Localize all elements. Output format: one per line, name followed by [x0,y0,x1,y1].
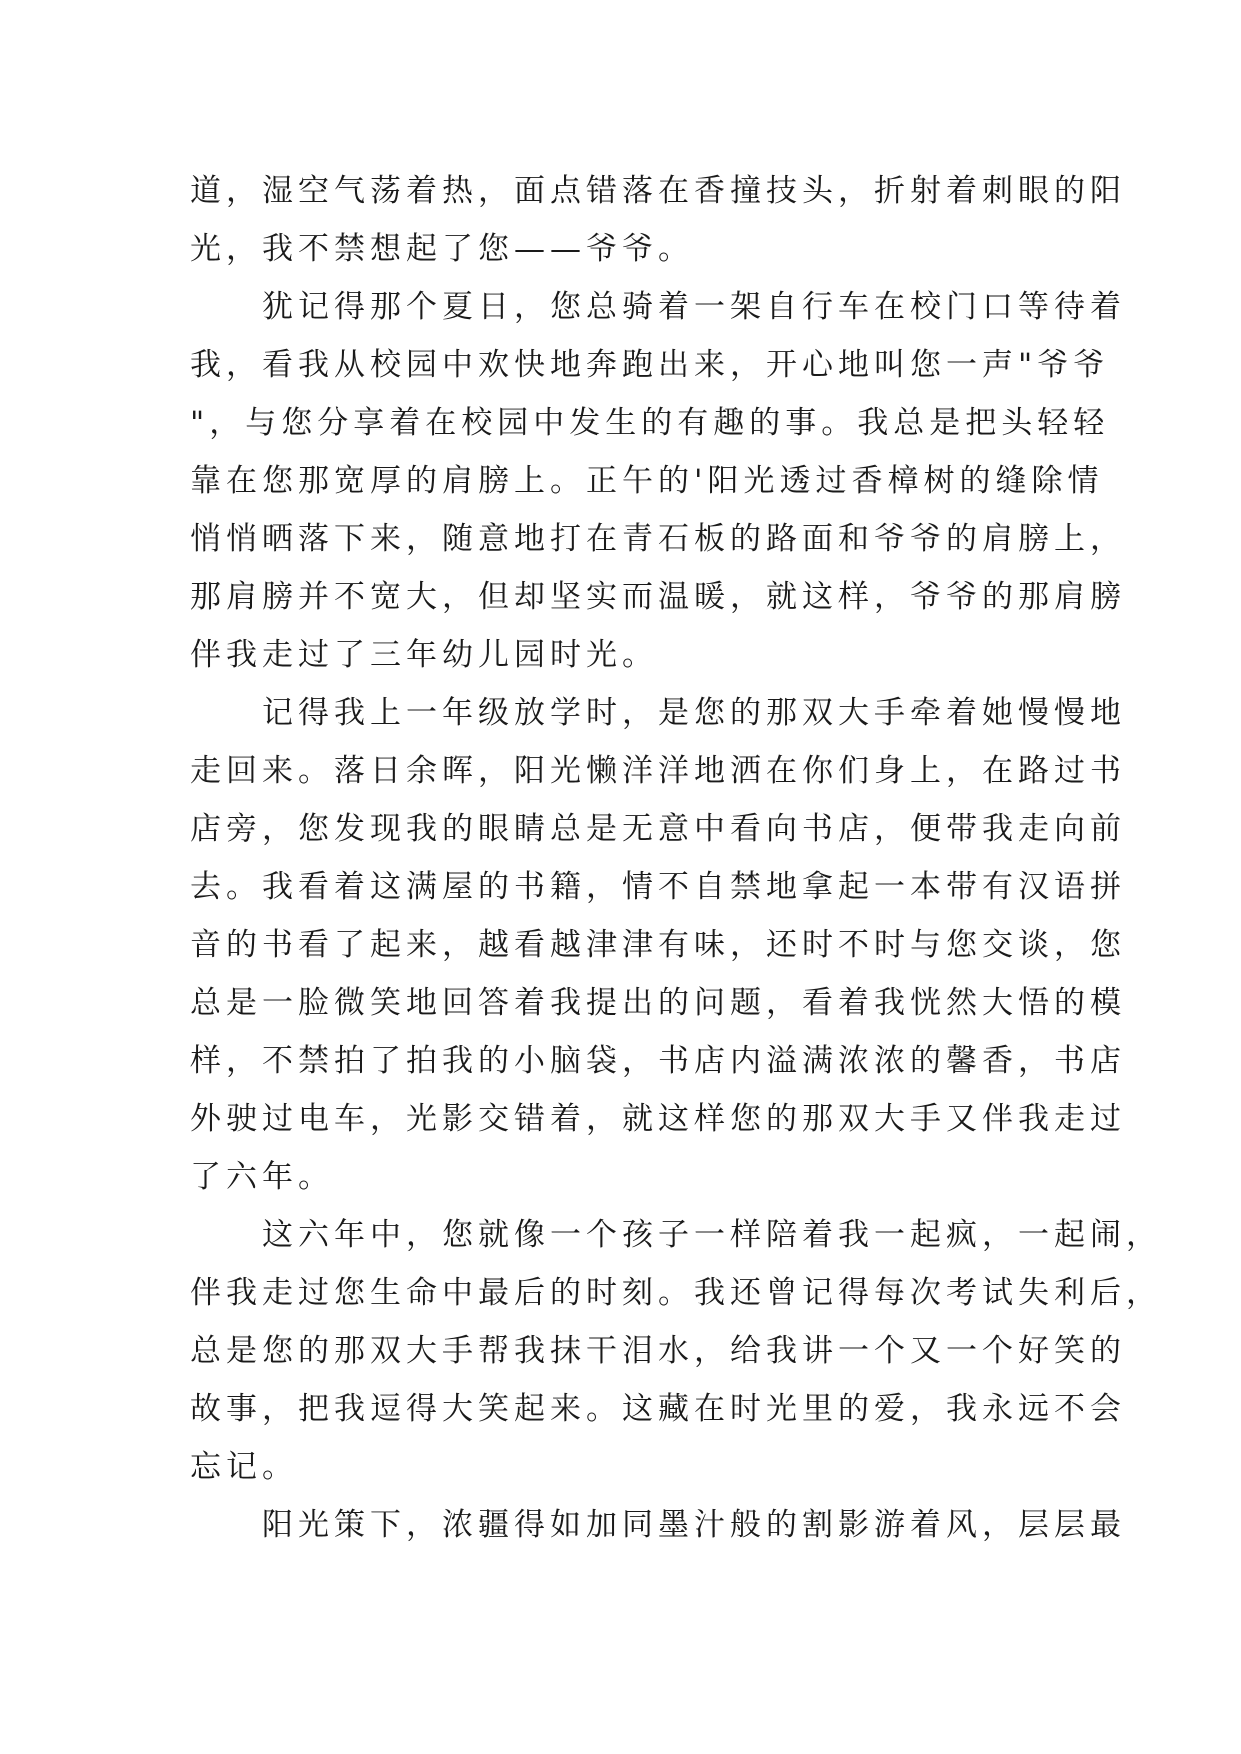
text-line: 伴我走过您生命中最后的时刻。我还曾记得每次考试失利后， [190,1275,1162,1311]
text-line: 这六年中，您就像一个孩子一样陪着我一起疯，一起闹， [262,1217,1162,1253]
text-line: 那肩膀并不宽大，但却坚实而温暖，就这样，爷爷的那肩膀 [190,579,1126,615]
text-line: 音的书看了起来，越看越津津有味，还时不时与您交谈，您 [190,927,1126,963]
paragraph [190,684,1126,1206]
text-line: 外驶过电车，光影交错着，就这样您的那双大手又伴我走过 [190,1101,1126,1137]
paragraph [190,1496,1126,1554]
text-line: 总是您的那双大手帮我抹干泪水，给我讲一个又一个好笑的 [190,1333,1126,1369]
text-line: 我，看我从校园中欢快地奔跑出来，开心地叫您一声"爷爷 [190,347,1110,383]
paragraph [190,278,1126,684]
text-line: 靠在您那宽厚的肩膀上。正午的'阳光透过香樟树的缝除情 [190,463,1104,499]
text-line: 记得我上一年级放学时，是您的那双大手牵着她慢慢地 [262,695,1126,731]
text-line: 犹记得那个夏日，您总骑着一架自行车在校门口等待着 [262,289,1126,325]
text-line: 样，不禁拍了拍我的小脑袋，书店内溢满浓浓的馨香，书店 [190,1043,1126,1079]
text-line: "，与您分享着在校园中发生的有趣的事。我总是把头轻轻 [190,405,1110,441]
text-line: 忘记。 [190,1449,298,1485]
text-line: 走回来。落日余晖，阳光懒洋洋地洒在你们身上，在路过书 [190,753,1126,789]
text-line: 阳光策下，浓疆得如加同墨汁般的割影游着风，层层最 [262,1507,1126,1543]
text-line: 故事，把我逗得大笑起来。这藏在时光里的爱，我永远不会 [190,1391,1126,1427]
text-line: 伴我走过了三年幼儿园时光。 [190,637,658,673]
text-line: 店旁，您发现我的眼睛总是无意中看向书店，便带我走向前 [190,811,1126,847]
paragraph [190,162,1126,278]
text-line: 总是一脸微笑地回答着我提出的问题，看着我恍然大悟的模 [190,985,1126,1021]
text-line: 悄悄晒落下来，随意地打在青石板的路面和爷爷的肩膀上， [190,521,1126,557]
essay-body [190,162,1162,1554]
text-line: 光，我不禁想起了您——爷爷。 [190,231,694,267]
text-line: 道，湿空气荡着热，面点错落在香撞技头，折射着刺眼的阳 [190,173,1126,209]
text-line: 了六年。 [190,1159,334,1195]
text-line: 去。我看着这满屋的书籍，情不自禁地拿起一本带有汉语拼 [190,869,1126,905]
paragraph [190,1206,1162,1496]
